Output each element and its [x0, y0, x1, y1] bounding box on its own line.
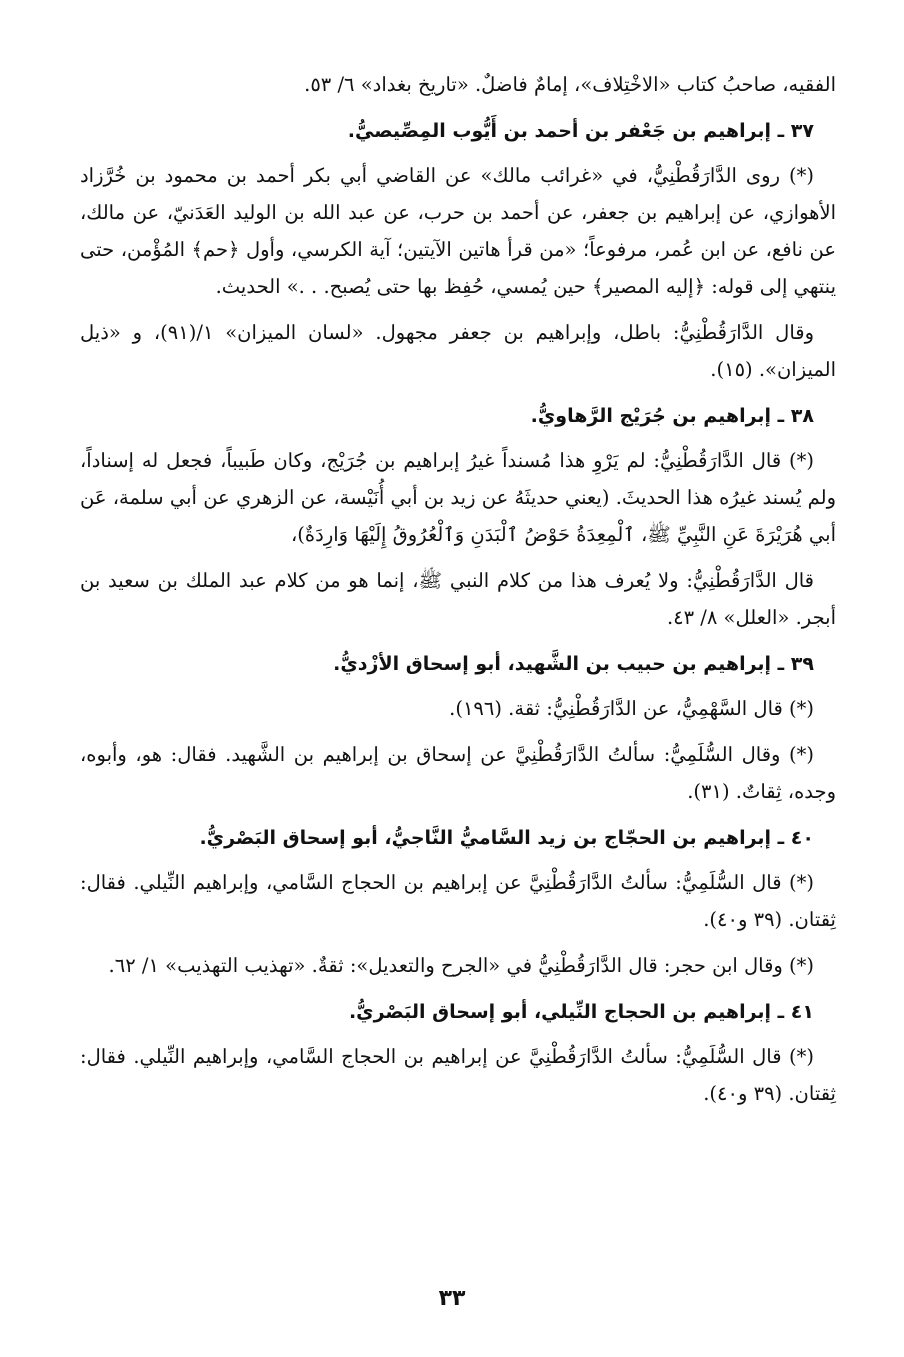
page-number: ٣٣ [438, 1286, 466, 1311]
entry-paragraph: (*) وقال ابن حجر: قال الدَّارَقُطْنِيُّ في «الجرح والتعديل»: ثقةٌ. «تهذيب التهذيب» ١/ ٦٢. [108, 954, 814, 977]
entry-paragraph: (*) قال السُّلَمِيُّ: سألتُ الدَّارَقُطْنِيَّ عن إبراهيم بن الحجاج السَّامي، وإبراهيم النِّيلي. فقال: ثِقتان. (٣٩ و٤٠). [80, 1045, 836, 1105]
entry-paragraph: (*) قال السَّهْمِيُّ، عن الدَّارَقُطْنِيُّ: ثقة. (١٩٦). [449, 697, 814, 720]
entry-heading: ٣٧ ـ إبراهيم بن جَعْفر بن أحمد بن أَيُّوب المِصِّيصيُّ. [347, 120, 814, 142]
entry-paragraph: قال الدَّارَقُطْنِيُّ: ولا يُعرف هذا من كلام النبي ﷺ، إنما هو من كلام عبد الملك بن سعيد بن أبجر. «العلل» ٨/ ٤٣. [80, 569, 836, 629]
entry-39 [80, 646, 836, 810]
entry-37 [80, 113, 836, 388]
entry-heading: ٣٩ ـ إبراهيم بن حبيب بن الشَّهيد، أبو إسحاق الأزْديُّ. [333, 653, 814, 675]
entry-heading: ٤١ ـ إبراهيم بن الحجاج النِّيلي، أبو إسحاق البَصْريُّ. [348, 1001, 814, 1023]
continuation-line: الفقيه، صاحبُ كتاب «الاخْتِلاف»، إمامٌ فاضلٌ. «تاريخ بغداد» ٦/ ٥٣. [304, 73, 836, 96]
entry-paragraph: (*) قال الدَّارَقُطْنِيُّ: لم يَرْوِ هذا مُسنداً غيرُ إبراهيم بن جُرَيْج، وكان طَبيباً، فجعل له إسناداً، ولم يُسند غيرُه هذا الحديثَ. (يعني حديثَهُ عن زيد بن أبي أُنَيْسة، عن الزهري عن أبي سلمة، عَن أبي هُرَيْرَةَ عَنِ النَّبِيِّ ﷺ، ٱلْمِعِدَةُ حَوْضُ ٱلْبَدَنِ وَٱلْعُرُوقُ إِلَيْهَا وَارِدَةٌ)، [80, 449, 836, 546]
entry-paragraph: وقال الدَّارَقُطْنِيُّ: باطل، وإبراهيم بن جعفر مجهول. «لسان الميزان» ١/(٩١)، و «ذيل الميزان». (١٥). [80, 321, 836, 381]
entry-40 [80, 820, 836, 984]
entry-heading: ٤٠ ـ إبراهيم بن الحجّاج بن زيد السَّاميُّ النَّاجيُّ، أبو إسحاق البَصْريُّ. [199, 827, 814, 849]
entry-41 [80, 994, 836, 1112]
entry-heading: ٣٨ ـ إبراهيم بن جُرَيْج الرَّهاويُّ. [530, 405, 814, 427]
entry-paragraph: (*) قال السُّلَمِيُّ: سألتُ الدَّارَقُطْنِيَّ عن إبراهيم بن الحجاج السَّامي، وإبراهيم النِّيلي. فقال: ثِقتان. (٣٩ و٤٠). [80, 871, 836, 931]
entry-paragraph: (*) وقال السُّلَمِيُّ: سألتُ الدَّارَقُطْنِيَّ عن إسحاق بن إبراهيم بن الشَّهيد. فقال: هو، وأبوه، وجده، ثِقاتٌ. (٣١). [80, 743, 836, 803]
entry-38 [80, 398, 836, 636]
entry-paragraph: (*) روى الدَّارَقُطْنِيُّ، في «غرائب مالك» عن القاضي أبي بكر أحمد بن محمود بن خُرَّزاد الأهوازي، عن إبراهيم بن جعفر، عن أحمد بن حرب، عن عبد الله بن الوليد العَدَنيّ، عن مالك، عن نافع، عن ابن عُمر، مرفوعاً؛ «من قرأ هاتين الآيتين؛ آية الكرسي، وأول ﴿حم﴾ المُؤْمن، حتى ينتهي إلى قوله: ﴿إليه المصير﴾ حين يُمسي، حُفِظ بها حتى يُصبح. . .» الحديث. [80, 164, 836, 298]
